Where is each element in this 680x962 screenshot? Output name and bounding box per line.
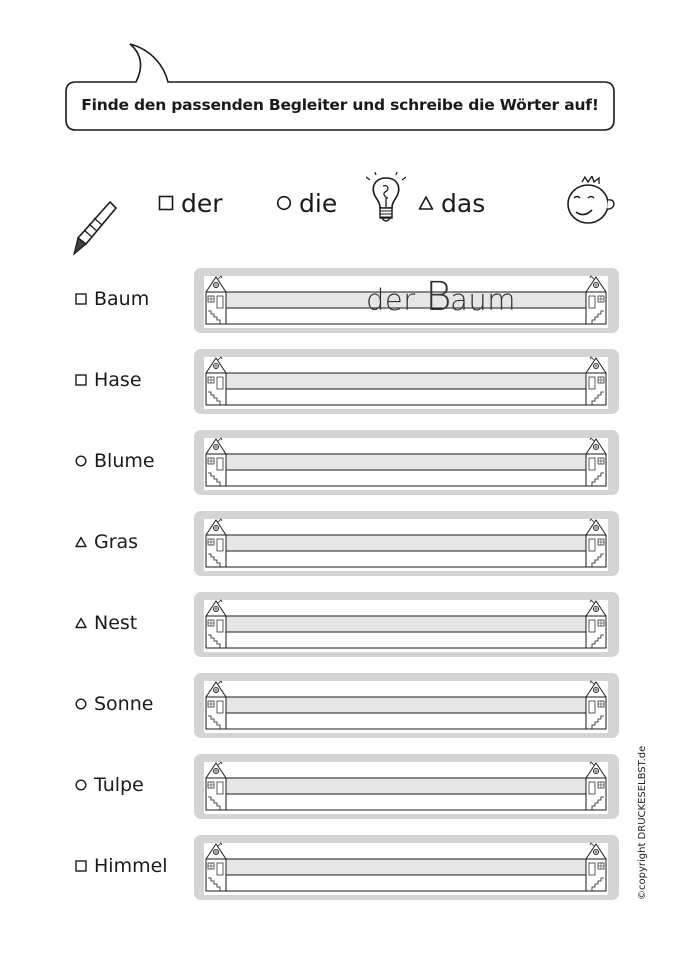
legend-das xyxy=(418,186,485,220)
word-text: Baum xyxy=(94,288,150,310)
lightbulb-icon xyxy=(366,172,406,232)
writing-lines[interactable] xyxy=(194,511,619,576)
word-text: Sonne xyxy=(94,693,154,715)
word-text: Himmel xyxy=(94,855,168,877)
word-text: Blume xyxy=(94,450,155,472)
word-label xyxy=(74,367,142,393)
word-text: Gras xyxy=(94,531,139,553)
word-label xyxy=(74,286,149,312)
word-label xyxy=(74,853,168,879)
word-text: Tulpe xyxy=(94,774,144,796)
triangle-icon xyxy=(74,536,88,548)
word-label xyxy=(74,448,155,474)
square-icon xyxy=(158,195,174,211)
writing-lines[interactable] xyxy=(194,754,619,819)
word-row xyxy=(74,835,619,902)
example-rest: aum xyxy=(450,283,517,317)
writing-lines[interactable] xyxy=(194,835,619,900)
legend-die xyxy=(276,186,337,220)
legend-label: das xyxy=(441,188,486,218)
writing-lines[interactable] xyxy=(194,430,619,495)
word-row xyxy=(74,673,619,740)
word-text: Hase xyxy=(94,369,142,391)
circle-icon xyxy=(276,195,292,211)
writing-lines[interactable] xyxy=(194,349,619,414)
triangle-icon xyxy=(418,195,434,211)
word-label xyxy=(74,691,153,717)
legend-der xyxy=(158,186,223,220)
writing-lines[interactable] xyxy=(194,592,619,657)
circle-icon xyxy=(74,698,88,710)
word-label xyxy=(74,610,137,636)
circle-icon xyxy=(74,779,88,791)
example-answer xyxy=(366,274,516,320)
word-row xyxy=(74,592,619,659)
example-initial: B xyxy=(425,274,453,320)
square-icon xyxy=(74,374,88,386)
legend-label: der xyxy=(181,188,223,218)
copyright-notice: ©copyright DRUCKESELBST.de xyxy=(637,745,648,900)
word-row xyxy=(74,754,619,821)
instruction-text: Finde den passenden Begleiter und schreibe die Wörter auf! xyxy=(81,96,599,114)
writing-lines xyxy=(194,268,619,333)
word-text: Nest xyxy=(94,612,138,634)
word-row xyxy=(74,268,619,335)
writing-lines[interactable] xyxy=(194,673,619,738)
word-row xyxy=(74,511,619,578)
circle-icon xyxy=(74,455,88,467)
word-label xyxy=(74,772,144,798)
square-icon xyxy=(74,860,88,872)
square-icon xyxy=(74,293,88,305)
legend-label: die xyxy=(299,188,338,218)
word-label xyxy=(74,529,138,555)
pen-icon xyxy=(70,200,120,262)
word-row xyxy=(74,430,619,497)
word-row xyxy=(74,349,619,416)
example-article: der xyxy=(366,283,416,317)
triangle-icon xyxy=(74,617,88,629)
smiley-face-icon xyxy=(562,176,620,232)
